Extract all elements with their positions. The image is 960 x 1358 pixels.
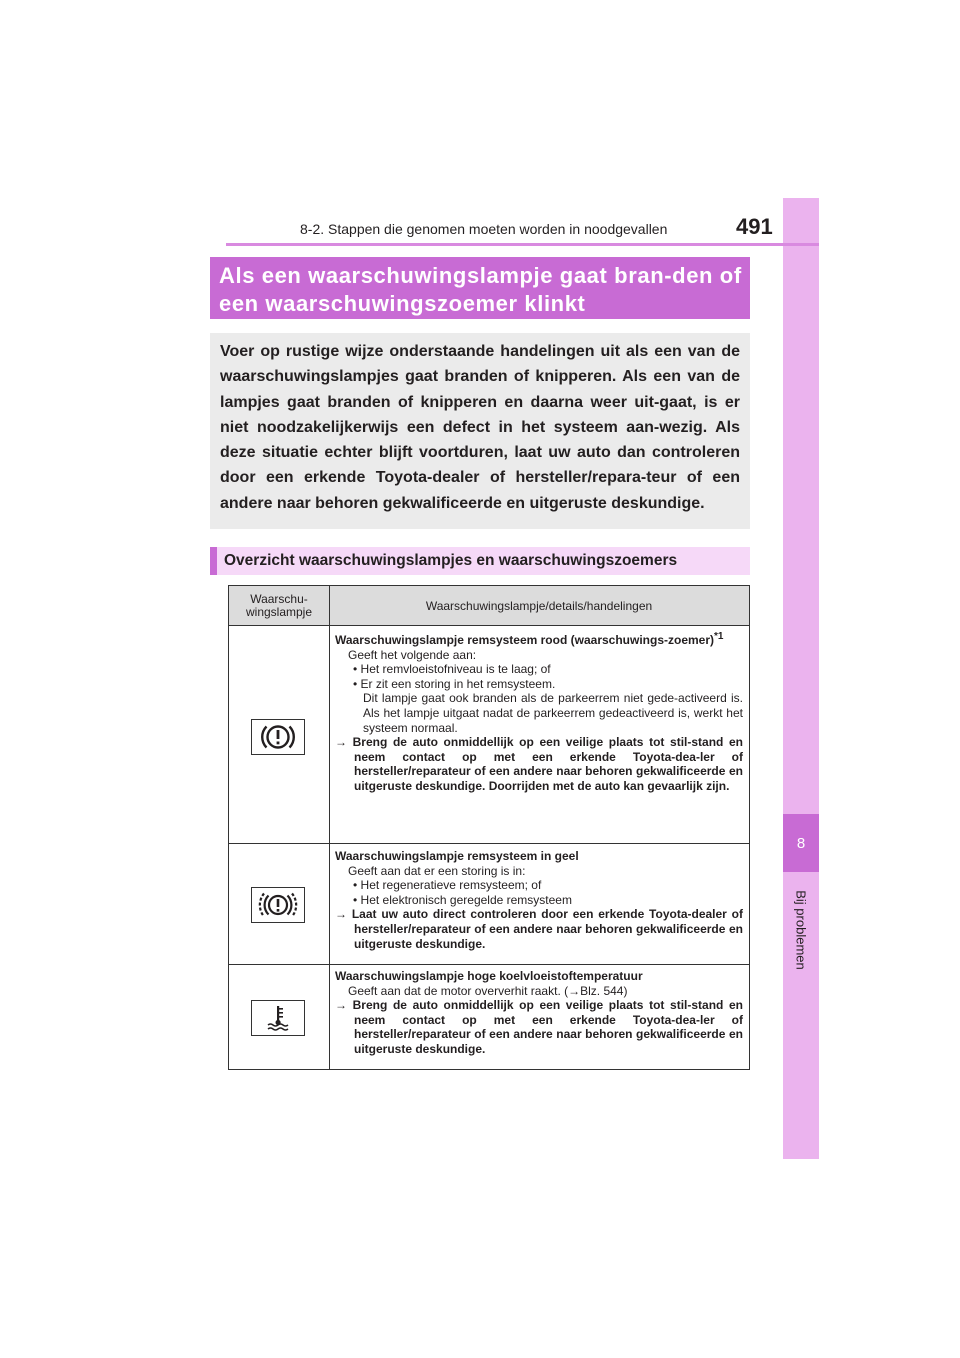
chapter-number-tab[interactable] (783, 814, 819, 872)
arrow-icon: → (335, 907, 347, 922)
chapter-label-tab (784, 880, 818, 980)
page-number: 491 (736, 214, 773, 239)
list-item: • Het remvloeistofniveau is te laag; of (353, 662, 551, 677)
bullet-note: Dit lampje gaat ook branden als de parkeerrem niet gede-activeerd is. Als het lampje uitgaat nadat de parkeerrem gedeactiveerd is, werkt het systeem normaal. (363, 691, 743, 735)
header-divider (226, 243, 819, 246)
table-row (229, 844, 749, 965)
action-text: → Laat uw auto direct controleren door een erkende Toyota-dealer of hersteller/reparateur of een andere naar behoren gekwalificeerde en uitgeruste deskundige. (335, 907, 743, 951)
intro-box (210, 333, 750, 529)
coolant-temperature-icon (251, 1000, 305, 1036)
arrow-icon: → (568, 983, 581, 998)
row-intro: Geeft aan dat de motor oververhit raakt. (→Blz. 544) (348, 983, 628, 998)
subheading-marker (210, 547, 217, 575)
table-header (229, 586, 749, 626)
section-heading-text: Als een waarschuwingslampje gaat bran-den of een waarschuwingszoemer klinkt (219, 263, 742, 316)
action-text: → Breng de auto onmiddellijk op een veilige plaats tot stil-stand en neem contact op met een erkende Toyota-dea-ler of hersteller/reparateur of een andere naar behoren gekwalificeerde en uitgeruste deskundige. (335, 998, 743, 1056)
arrow-icon: → (335, 998, 347, 1013)
chapter-number: 8 (796, 835, 806, 852)
chapter-label: Bij problemen (793, 890, 809, 970)
row-intro: Geeft aan dat er een storing is in: (348, 863, 526, 878)
warning-light-table (228, 585, 750, 1070)
page-reference-link[interactable]: Blz. 544) (580, 983, 628, 998)
row-details (335, 969, 743, 1057)
brake-warning-yellow-icon (251, 887, 305, 923)
column-header-light: Waarschu-wingslampje (245, 591, 313, 619)
table-row (229, 626, 749, 844)
subheading-text: Overzicht waarschuwingslampjes en waarschuwingszoemers (224, 552, 678, 569)
section-title: 8-2. Stappen die genomen moeten worden in noodgevallen (300, 221, 668, 237)
column-header-details: Waarschuwingslampje/details/handelingen (425, 598, 653, 613)
section-heading (210, 257, 750, 319)
subheading (210, 547, 750, 575)
row-details (335, 630, 743, 794)
row-intro: Geeft het volgende aan: (348, 647, 477, 662)
row-title: Waarschuwingslampje remsysteem rood (waarschuwings-zoemer)$^{*1}$ (335, 631, 724, 647)
row-title: Waarschuwingslampje remsysteem in geel (335, 849, 579, 863)
list-item: • Er zit een storing in het remsysteem. (353, 676, 556, 691)
arrow-icon: → (335, 735, 347, 750)
chapter-sidebar (783, 198, 819, 1159)
intro-text: Voer op rustige wijze onderstaande handelingen uit als een van de waarschuwingslampjes gaat branden of knipperen. Als een van de lampjes gaat branden of knipperen en daarna weer uit-gaat, is er niet noodzakelijkerwijs een defect in het systeem aan-wezig. Als deze situatie echter blijft voortduren, laat uw auto dan controleren door een erkende Toyota-dealer of hersteller/repara-teur of een andere naar behoren gekwalificeerde en uitgeruste deskundige. (220, 343, 740, 512)
list-item: • Het elektronisch geregelde remsysteem (353, 892, 572, 907)
table-row (229, 965, 749, 1069)
row-title: Waarschuwingslampje hoge koelvloeistoftemperatuur (335, 969, 643, 983)
brake-warning-red-icon (251, 719, 305, 755)
list-item: • Het regeneratieve remsysteem; of (353, 878, 542, 893)
footnote-marker: *1 (714, 631, 724, 642)
action-text: → Breng de auto onmiddellijk op een veilige plaats tot stil-stand en neem contact op met een erkende Toyota-dea-ler of hersteller/reparateur of een andere naar behoren gekwalificeerde en uitgeruste deskundige. Doorrijden met de auto kan gevaarlijk zijn. (335, 735, 743, 793)
row-details (335, 849, 743, 951)
